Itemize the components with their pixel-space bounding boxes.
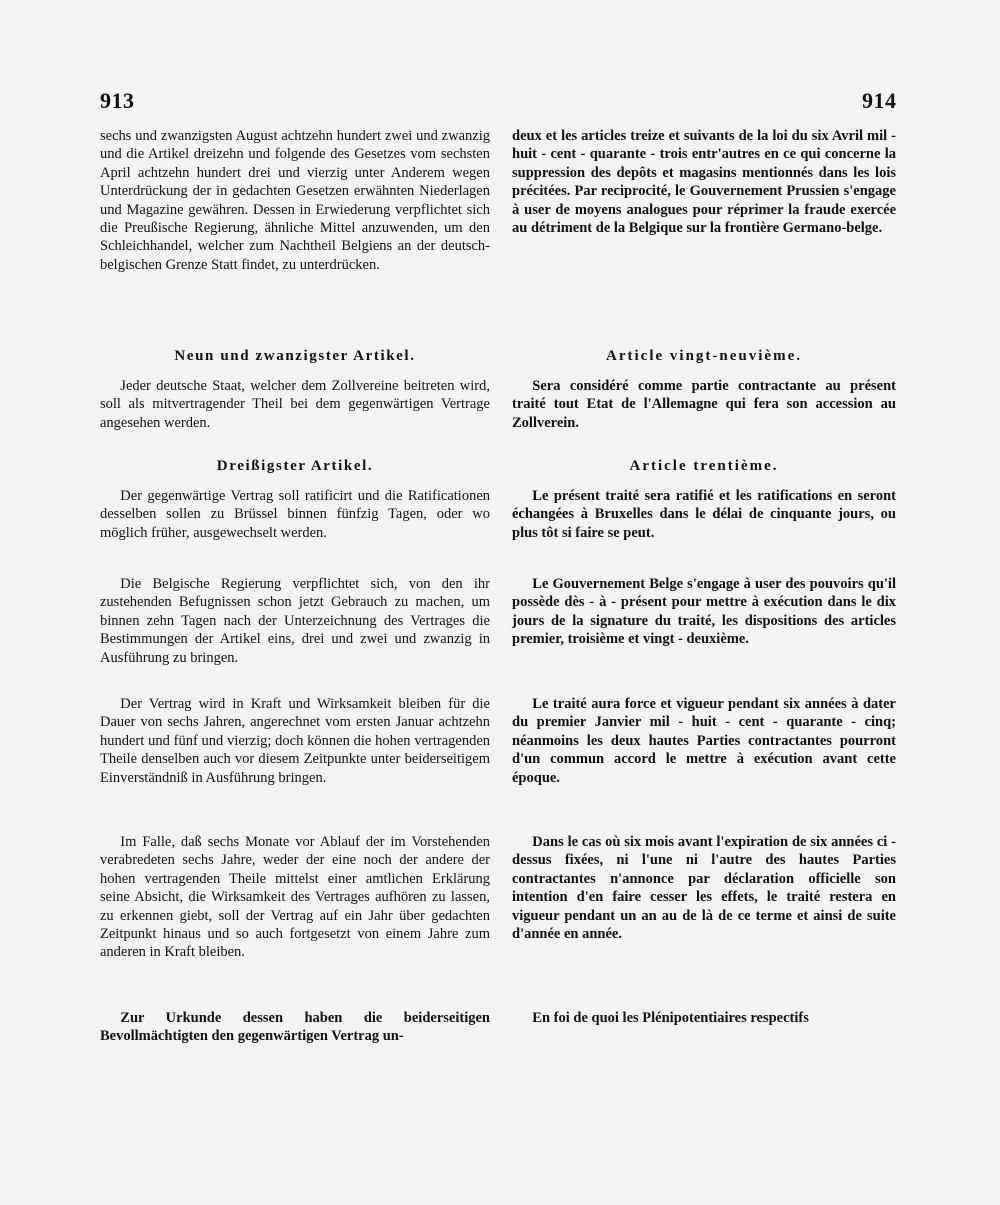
page-number-left: 913: [100, 88, 135, 113]
german-intro-paragraph: sechs und zwanzigsten August achtzehn hundert zwei und zwanzig und die Artikel dreizehn und folgende des Gesetzes vom sechsten April achtzehn hundert drei und vierzig unter Anderem wegen Unterdrückung der in gedachten Gesetzen erwähnten Niederlagen und Magazine gewähren. Dessen in Erwiederung verpflichtet sich die Preußische Regierung, ähnliche Mittel anzuwenden, um den Schleichhandel, welcher zum Nachtheil Belgiens an der deutsch-belgischen Grenze Statt findet, zu unterdrücken.: [100, 128, 490, 273]
german-article-30-paragraph-3: Der Vertrag wird in Kraft und Wirksamkeit bleiben für die Dauer von sechs Jahren, angerechnet vom ersten Januar achtzehn hundert und fünf und vierzig; doch können die hohen vertragenden Theile denselben auch vor diesem Zeitpunkte unter beiderseitigem Einverständniß in Ausführung bringen.: [100, 696, 490, 786]
german-article-29-heading: Neun und zwanzigster Artikel.: [174, 348, 416, 364]
german-article-30-paragraph-1: Der gegenwärtige Vertrag soll ratificirt und die Ratificationen desselben sollen zu Brüssel binnen fünfzig Tagen, oder wo möglich früher, ausgewechselt werden.: [100, 488, 490, 541]
french-article-30-heading: Article trentième.: [629, 458, 779, 474]
page-number-right: 914: [862, 88, 897, 113]
french-article-30-paragraph-3: Le traité aura force et vigueur pendant six années à dater du premier Janvier mil - huit - cent - quarante - cinq; néanmoins les deux hautes Parties contractantes pourront d'un commun accord le mettre à exécution avant cette époque.: [512, 696, 896, 786]
german-article-29-text: Jeder deutsche Staat, welcher dem Zollvereine beitreten wird, soll als mitvertragender Theil bei dem gegenwärtigen Vertrage angesehen werden.: [100, 378, 490, 431]
french-article-29-heading: Article vingt-neuvième.: [606, 348, 802, 364]
french-article-30-paragraph-2: Le Gouvernement Belge s'engage à user des pouvoirs qu'il possède dès - à - présent pour mettre à exécution dans le dix jours de la signature du traité, les dispositions des articles premier, troisième et vingt - deuxième.: [512, 576, 896, 648]
french-article-30-paragraph-4: Dans le cas où six mois avant l'expiration de six années ci - dessus fixées, ni l'une ni l'autre des hautes Parties contractantes n'annonce par déclaration officielle son intention d'en faire cesser les effets, le traité restera en vigueur pendant un an au de là de ce terme et ainsi de suite d'année en année.: [512, 834, 896, 943]
french-closing-paragraph: En foi de quoi les Plénipotentiaires respectifs: [532, 1010, 809, 1026]
french-intro-paragraph: deux et les articles treize et suivants de la loi du six Avril mil - huit - cent - quarante - trois entr'autres en ce qui concerne la suppression des depôts et magasins mentionnés dans les lois précitées. Par reciprocité, le Gouvernement Prussien s'engage à user de moyens analogues pour réprimer la fraude exercée au détriment de la Belgique sur la frontière Germano-belge.: [512, 128, 896, 237]
german-closing-paragraph: Zur Urkunde dessen haben die beiderseitigen Bevollmächtigten den gegenwärtigen Vertrag un-: [100, 1010, 490, 1045]
german-article-30-paragraph-4: Im Falle, daß sechs Monate vor Ablauf der im Vorstehenden verabredeten sechs Jahre, weder der eine noch der andere der hohen vertragenden Theile mittelst einer amtlichen Erklärung seine Absicht, die Wirksamkeit des Vertrages aufhören zu lassen, zu erkennen giebt, soll der Vertrag auf ein Jahr über gedachten Zeitpunkt hinaus und so auch fortgesetzt von einem Jahre zum anderen in Kraft bleiben.: [100, 834, 490, 961]
french-article-30-paragraph-1: Le présent traité sera ratifié et les ratifications en seront échangées à Bruxelles dans le délai de cinquante jours, ou plus tôt si faire se peut.: [512, 488, 896, 541]
german-article-30-paragraph-2: Die Belgische Regierung verpflichtet sich, von den ihr zustehenden Befugnissen schon jetzt Gebrauch zu machen, um binnen zehn Tagen nach der Unterzeichnung des Vertrages die Bestimmungen der Artikel eins, drei und zwei und zwanzig in Ausführung zu bringen.: [100, 576, 490, 666]
french-article-29-text: Sera considéré comme partie contractante au présent traité tout Etat de l'Allemagne qui fera son accession au Zollverein.: [512, 378, 896, 431]
german-article-30-heading: Dreißigster Artikel.: [216, 458, 374, 474]
